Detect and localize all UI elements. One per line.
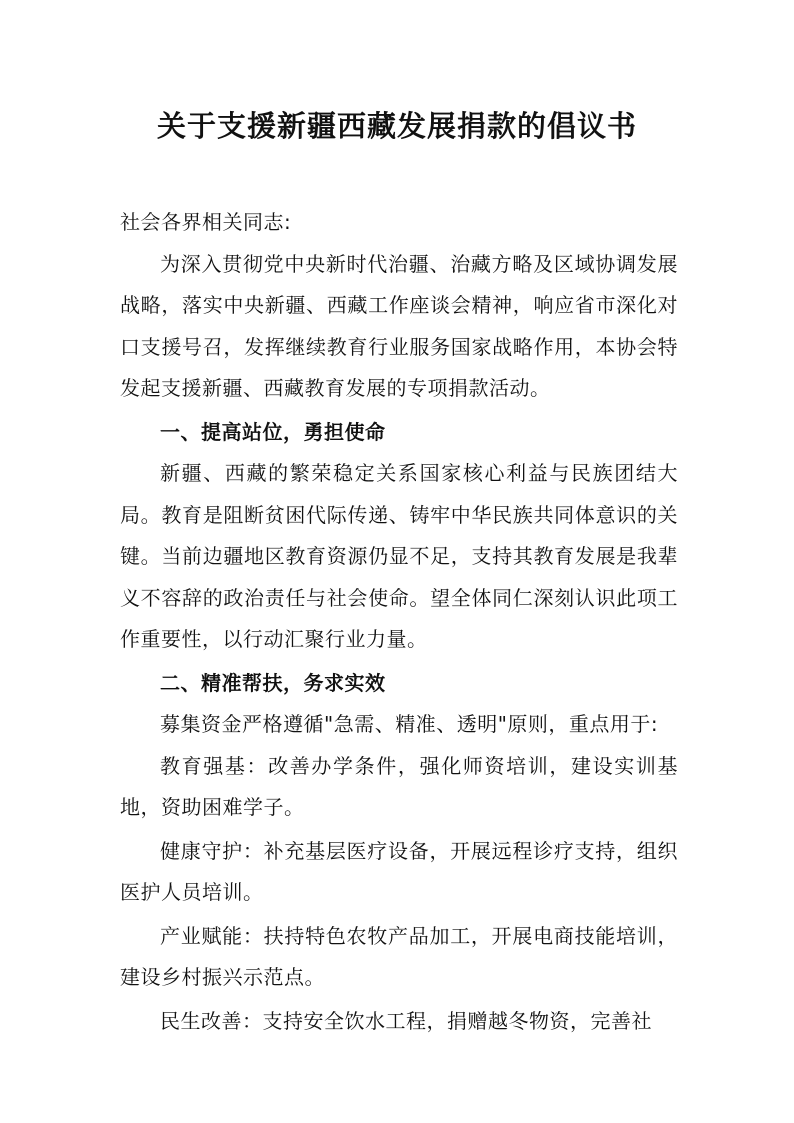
item-livelihood: 民生改善：支持安全饮水工程，捐赠越冬物资，完善社 — [160, 1008, 652, 1033]
document-title: 关于支援新疆西藏发展捐款的倡议书 — [156, 109, 637, 143]
section-1-paragraph: 新疆、西藏的繁荣稳定关系国家核心利益与民族团结大局。教育是阻断贫困代际传递、铸牢中华民族共同体意识的关键。当前边疆地区教育资源仍显不足，支持其教育发展是我辈义不容辞的政治责任与社会使命。望全体同仁深刻认识此项工作重要性，以行动汇聚行业力量。 — [120, 461, 678, 651]
item-health: 健康守护：补充基层医疗设备，开展远程诊疗支持，组织医护人员培训。 — [120, 838, 678, 904]
intro-paragraph: 为深入贯彻党中央新时代治疆、治藏方略及区域协调发展战略，落实中央新疆、西藏工作座谈会精神，响应省市深化对口支援号召，发挥继续教育行业服务国家战略作用，本协会特发起支援新疆、西藏教育发展的专项捐款活动。 — [120, 251, 678, 400]
document-body — [120, 202, 678, 1042]
salutation: 社会各界相关同志: — [120, 210, 292, 234]
section-2-heading: 二、精准帮扶，务求实效 — [160, 670, 386, 695]
section-2-intro: 募集资金严格遵循"急需、精准、透明"原则，重点用于: — [160, 712, 659, 736]
item-industry: 产业赋能：扶持特色农牧产品加工，开展电商技能培训，建设乡村振兴示范点。 — [120, 923, 678, 989]
item-education: 教育强基：改善办学条件，强化师资培训，建设实训基地，资助困难学子。 — [120, 753, 678, 819]
section-1-heading: 一、提高站位，勇担使命 — [160, 419, 386, 444]
